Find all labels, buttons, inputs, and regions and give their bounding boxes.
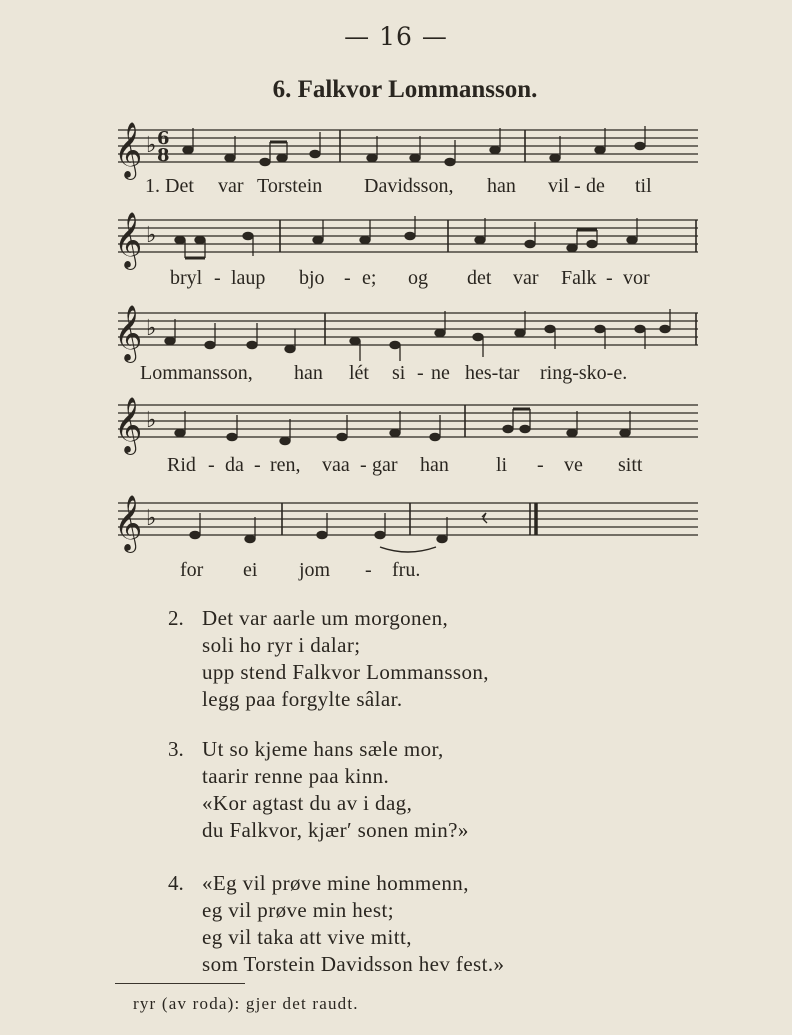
lyric-syllable: de [586,175,605,197]
lyric-syllable: - [214,267,221,289]
lyric-syllable: laup [231,267,266,289]
stanza-2 [168,605,489,713]
staff-1 [110,122,700,182]
stanza-line: upp stend Falkvor Lommansson, [202,660,489,684]
lyric-syllable: - [365,559,372,581]
lyrics-line-5 [110,559,700,585]
lyric-syllable: og [408,267,428,289]
lyric-syllable: - [537,454,544,476]
treble-clef-icon: 𝄞 [114,305,143,361]
flat-icon: ♭ [146,223,157,248]
time-signature-bottom: 8 [157,145,170,166]
lyric-syllable: var [513,267,539,289]
lyric-syllable: han [420,454,449,476]
stanza-4 [168,870,504,978]
lyric-syllable: - [208,454,215,476]
stanza-line: du Falkvor, kjær′ sonen min?» [202,818,469,842]
lyric-syllable: da [225,454,244,476]
stanza-line: eg vil taka att vive mitt, [202,925,412,949]
lyric-syllable: han [294,362,323,384]
lyrics-line-2 [110,267,700,293]
lyric-syllable: bjo [299,267,325,289]
stanza-line: Ut so kjeme hans sæle mor, [202,737,444,761]
lyric-syllable: si [392,362,406,384]
lyric-syllable: ne [431,362,450,384]
lyric-syllable: hes-tar [465,362,520,384]
lyric-syllable: Davidsson, [364,175,454,197]
stanza-line: Det var aarle um morgonen, [202,606,449,630]
stanza-line: som Torstein Davidsson hev fest.» [202,952,505,976]
flat-icon: ♭ [146,133,157,158]
stanza-number: 3. [168,737,184,761]
stanza-line: «Kor agtast du av i dag, [202,791,413,815]
song-title: 6. Falkvor Lommansson. [272,76,538,103]
lyric-syllable: det [467,267,492,289]
notes [175,409,630,445]
lyric-syllable: - [574,175,581,197]
lyric-syllable: til [635,175,652,197]
lyric-syllable: for [180,559,204,581]
lyric-syllable: e; [362,267,377,289]
stanza-3 [168,736,469,844]
footnote-rule [115,983,245,984]
footnote: ryr (av roda): gjer det raudt. [133,994,359,1013]
treble-clef-icon: 𝄞 [114,122,143,178]
flat-icon: ♭ [146,408,157,433]
lyric-syllable: - [606,267,613,289]
treble-clef-icon: 𝄞 [114,212,143,268]
lyric-syllable: - [344,267,351,289]
lyrics-line-1 [110,175,700,201]
stanza-line: taarir renne paa kinn. [202,764,390,788]
lyrics-line-4 [110,454,700,480]
lyric-syllable: jom [299,559,331,581]
stanza-line: legg paa forgylte sâlar. [202,687,403,711]
stanza-number: 4. [168,871,184,895]
stanza-number: 2. [168,606,184,630]
lyric-syllable: lét [349,362,369,384]
lyrics-line-3 [110,362,700,388]
lyric-syllable: - [360,454,367,476]
treble-clef-icon: 𝄞 [114,495,143,551]
lyric-syllable: ve [564,454,583,476]
lyric-syllable: bryl [170,267,203,289]
treble-clef-icon: 𝄞 [114,397,143,453]
staff-2 [110,212,700,272]
lyric-syllable: ei [243,559,258,581]
staff-3 [110,305,700,365]
lyric-syllable: vor [623,267,650,289]
lyric-syllable: Lommansson, [140,362,253,384]
stanza-line: eg vil prøve min hest; [202,898,394,922]
lyric-syllable: vaa [322,454,350,476]
flat-icon: ♭ [146,316,157,341]
lyric-syllable: han [487,175,516,197]
lyric-syllable: gar [372,454,398,476]
lyric-syllable: vil [548,175,570,197]
lyric-syllable: var [218,175,244,197]
lyric-syllable: Falk [561,267,597,289]
staff-5 [110,495,700,559]
lyric-syllable: fru. [392,559,421,581]
lyric-syllable: li [496,454,508,476]
flat-icon: ♭ [146,506,157,531]
stanza-line: soli ho ryr i dalar; [202,633,361,657]
staff-4 [110,397,700,457]
page-number: — 16 — [344,22,448,51]
lyric-syllable: Rid [167,454,196,476]
stanza-line: «Eg vil prøve mine hommenn, [202,871,469,895]
notes [165,309,670,361]
time-signature-top: 6 [157,128,170,149]
lyric-syllable: sitt [618,454,643,476]
lyric-syllable: - [417,362,424,384]
lyric-syllable: Torstein [257,175,323,197]
lyric-syllable: - [254,454,261,476]
lyric-syllable: 1. Det [145,175,194,197]
lyric-syllable: ren, [270,454,301,476]
lyric-syllable: ring-sko-e. [540,362,628,384]
